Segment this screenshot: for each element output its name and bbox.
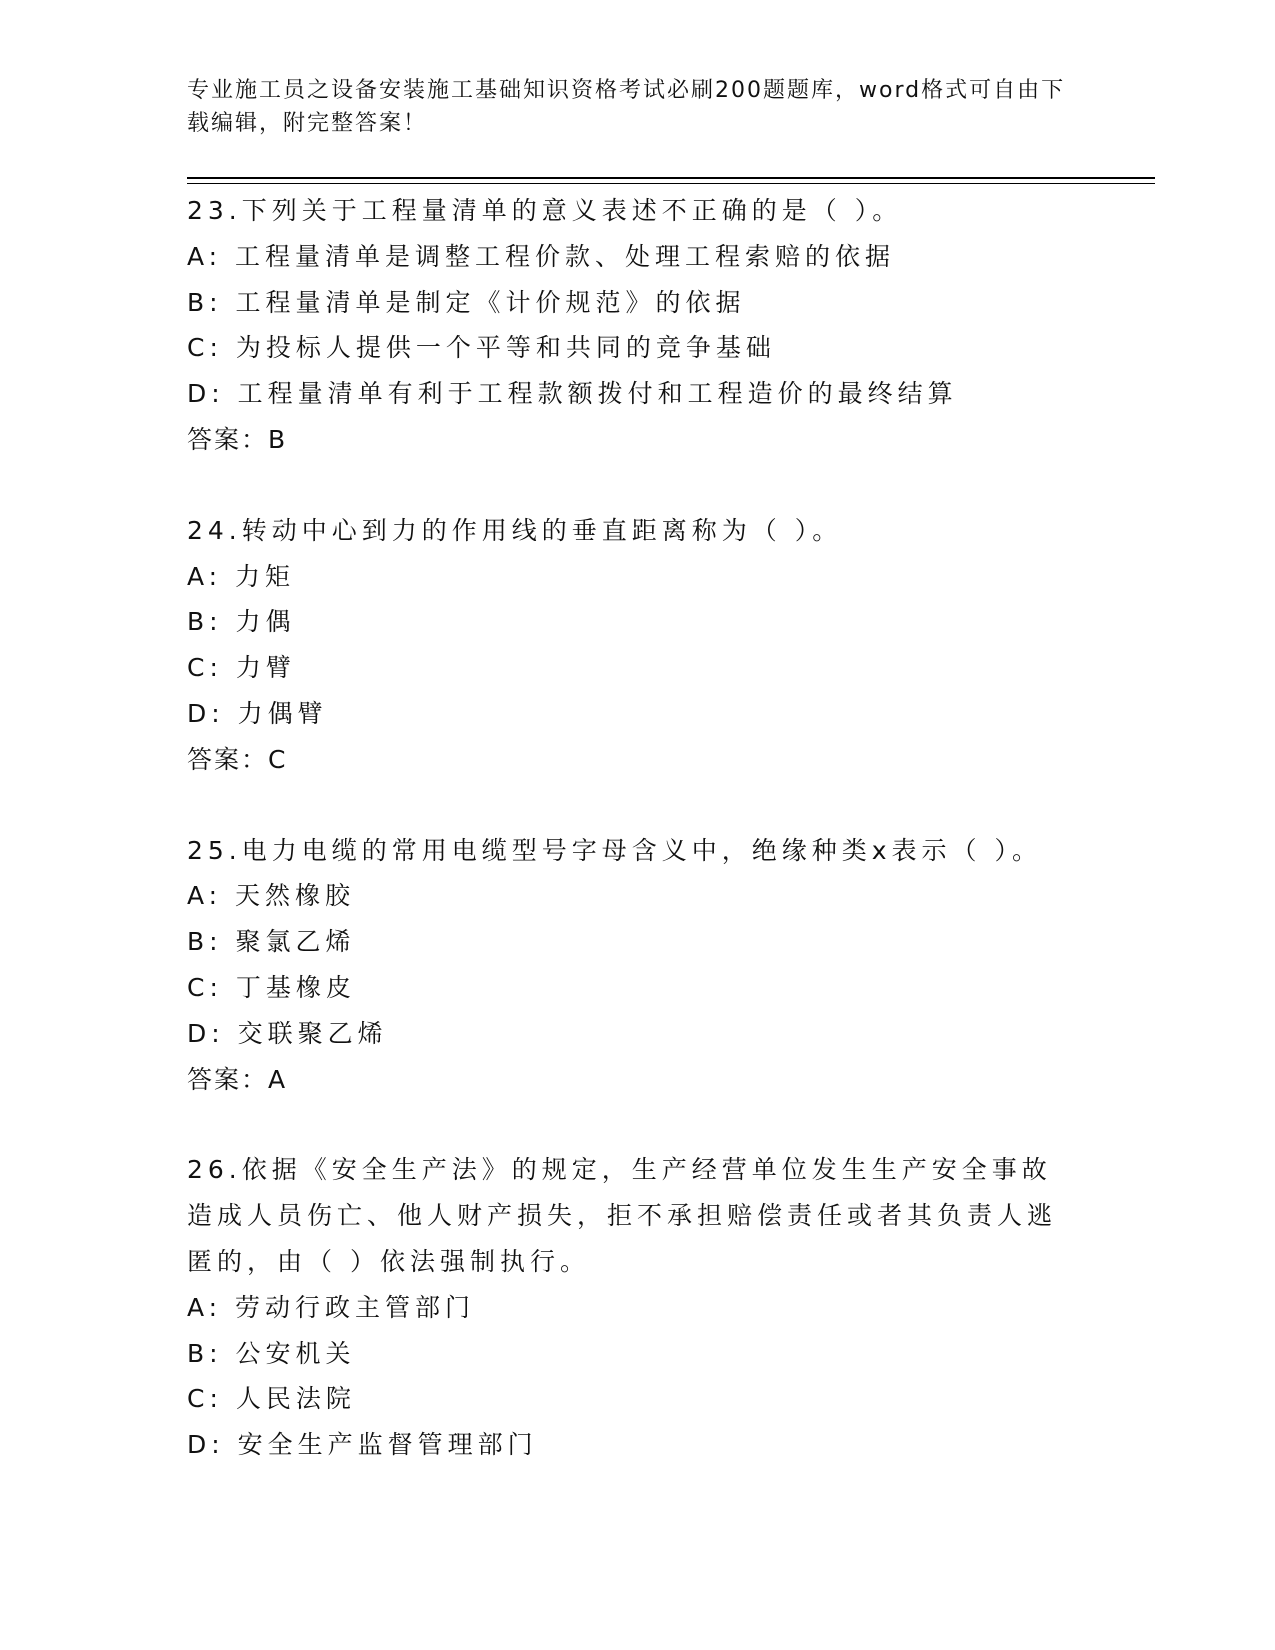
option-b: B: 聚氯乙烯 xyxy=(187,927,356,957)
option-c: C: 为投标人提供一个平等和共同的竞争基础 xyxy=(187,333,776,363)
option-b: B: 力偶 xyxy=(187,607,296,637)
question-26 xyxy=(187,1147,1087,1468)
header-divider-thin xyxy=(187,183,1155,184)
header-divider-thick xyxy=(187,177,1155,179)
question-stem: 26.依据《安全生产法》的规定，生产经营单位发生生产安全事故造成人员伤亡、他人财产损失，拒不承担赔偿责任或者其负责人逃匿的，由（ ）依法强制执行。 xyxy=(187,1155,1058,1276)
option-a: A: 工程量清单是调整工程价款、处理工程索赔的依据 xyxy=(187,241,896,271)
question-stem: 23.下列关于工程量清单的意义表述不正确的是（ ）。 xyxy=(187,196,903,225)
question-list xyxy=(187,188,1087,1513)
option-d: D: 安全生产监督管理部门 xyxy=(187,1430,538,1460)
option-a: A: 天然橡胶 xyxy=(187,881,356,911)
option-d: D: 力偶臂 xyxy=(187,698,328,728)
answer-line: 答案：B xyxy=(187,424,288,454)
document-header: 专业施工员之设备安装施工基础知识资格考试必刷200题题库，word格式可自由下载编辑，附完整答案！ xyxy=(187,78,1066,136)
question-stem: 24.转动中心到力的作用线的垂直距离称为（ ）。 xyxy=(187,515,843,545)
question-stem: 25.电力电缆的常用电缆型号字母含义中，绝缘种类x表示（ ）。 xyxy=(187,835,1043,865)
question-23 xyxy=(187,188,1087,463)
option-d: D: 交联聚乙烯 xyxy=(187,1018,388,1048)
option-c: C: 力臂 xyxy=(187,653,296,683)
option-b: B: 公安机关 xyxy=(187,1338,356,1368)
option-c: C: 人民法院 xyxy=(187,1384,356,1414)
option-c: C: 丁基橡皮 xyxy=(187,972,356,1002)
question-25 xyxy=(187,828,1087,1103)
answer-line: 答案：A xyxy=(187,1064,288,1094)
option-a: A: 劳动行政主管部门 xyxy=(187,1292,476,1322)
question-24 xyxy=(187,508,1087,783)
option-a: A: 力矩 xyxy=(187,561,296,591)
answer-line: 答案：C xyxy=(187,744,288,774)
option-d: D: 工程量清单有利于工程款额拨付和工程造价的最终结算 xyxy=(187,379,958,409)
option-b: B: 工程量清单是制定《计价规范》的依据 xyxy=(187,287,746,317)
